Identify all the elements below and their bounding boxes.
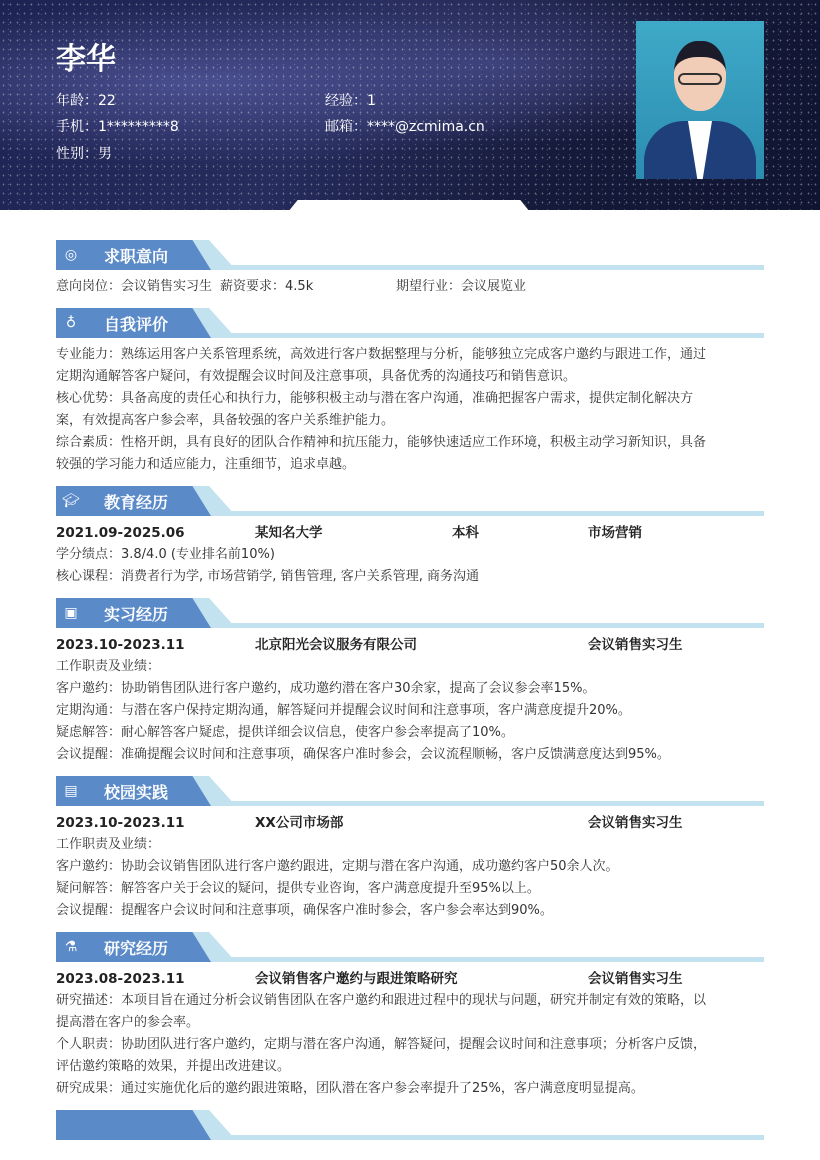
text-line: 核心课程：消费者行为学, 市场营销学, 销售管理, 客户关系管理, 商务沟通: [56, 569, 480, 584]
email: 邮箱：****@zcmima.cn: [325, 119, 485, 135]
text-line: 定期沟通解答客户疑问，有效提醒会议时间及注意事项，具备优秀的沟通技巧和销售意识。: [56, 369, 577, 384]
desired-position: 意向岗位：会议销售实习生: [56, 279, 213, 294]
text-line: 研究描述：本项目旨在通过分析会议销售团队在客户邀约和跟进过程中的现状与问题，研究并制定有效的策略，以: [56, 993, 707, 1008]
date: 2023.08-2023.11: [56, 971, 185, 987]
internship-row: [56, 634, 764, 656]
text-line: 工作职责及业绩：: [56, 659, 161, 674]
industry: 期望行业：会议展览业: [396, 279, 527, 294]
section-header-research: ⚗︎ 研究经历: [56, 932, 764, 964]
text-line: 专业能力：熟练运用客户关系管理系统，高效进行客户数据整理与分析，能够独立完成客户邀约与跟进工作，通过: [56, 347, 707, 362]
section-header-self-evaluation: ♁ 自我评价: [56, 308, 764, 340]
text-line: 会议提醒：准确提醒会议时间和注意事项，确保客户准时参会，会议流程顺畅，客户反馈满意度达到95%。: [56, 747, 670, 762]
text-line: 案，有效提高客户参会率，具备较强的客户关系维护能力。: [56, 413, 395, 428]
gender: 性别：男: [56, 146, 112, 162]
text-line: 核心优势：具备高度的责任心和执行力，能够积极主动与潜在客户沟通，准确把握客户需求，提供定制化解决方: [56, 391, 694, 406]
text-line: 评估邀约策略的效果，并提出改进建议。: [56, 1059, 291, 1074]
text-line: 提高潜在客户的参会率。: [56, 1015, 200, 1030]
text-line: 定期沟通：与潜在客户保持定期沟通，解答疑问并提醒会议时间和注意事项，客户满意度提升20%。: [56, 703, 631, 718]
project: 会议销售客户邀约与跟进策略研究: [255, 971, 458, 987]
intention-content: [56, 276, 764, 298]
building-icon: ▤: [64, 783, 78, 799]
school: 某知名大学: [255, 525, 323, 541]
company: 北京阳光会议服务有限公司: [255, 637, 417, 653]
section-header-next: [56, 1110, 764, 1142]
text-line: 个人职责：协助团队进行客户邀约，定期与潜在客户沟通，解答疑问，提醒会议时间和注意事项；分析客户反馈，: [56, 1037, 707, 1052]
text-line: 综合素质：性格开朗，具有良好的团队合作精神和抗压能力，能够快速适应工作环境，积极主动学习新知识，具备: [56, 435, 707, 450]
research-row: [56, 968, 764, 990]
degree: 本科: [452, 525, 479, 541]
text-line: 较强的学习能力和适应能力，注重细节，追求卓越。: [56, 457, 356, 472]
text-line: 客户邀约：协助销售团队进行客户邀约，成功邀约潜在客户30余家，提高了会议参会率15%。: [56, 681, 596, 696]
role: 会议销售实习生: [588, 815, 683, 831]
section-header-internship: ▣ 实习经历: [56, 598, 764, 630]
text-line: 会议提醒：提醒客户会议时间和注意事项，确保客户准时参会，客户参会率达到90%。: [56, 903, 553, 918]
briefcase-icon: ▣: [64, 605, 78, 621]
flask-icon: ⚗︎: [64, 939, 78, 955]
education-row: [56, 522, 764, 544]
text-line: 疑虑解答：耐心解答客户疑虑，提供详细会议信息，使客户参会率提高了10%。: [56, 725, 514, 740]
profile-photo: [636, 21, 764, 179]
section-header-campus: ▤ 校园实践: [56, 776, 764, 808]
header-banner: [0, 0, 820, 210]
text-line: 研究成果：通过实施优化后的邀约跟进策略，团队潜在客户参会率提升了25%，客户满意度明显提高。: [56, 1081, 644, 1096]
text-line: 客户邀约：协助会议销售团队进行客户邀约跟进，定期与潜在客户沟通，成功邀约客户50余人次。: [56, 859, 619, 874]
header-tab: [288, 200, 530, 210]
self-evaluation-text: [56, 344, 764, 476]
section-header-intention: ◎ 求职意向: [56, 240, 764, 272]
role: 会议销售实习生: [588, 637, 683, 653]
date: 2023.10-2023.11: [56, 637, 185, 653]
bulb-icon: ♁: [65, 315, 77, 331]
text-line: 学分绩点：3.8/4.0 (专业排名前10%): [56, 547, 275, 562]
section-header-education: 🎓︎ 教育经历: [56, 486, 764, 518]
experience: 经验：1: [325, 93, 376, 109]
company: XX公司市场部: [255, 815, 344, 831]
date: 2021.09-2025.06: [56, 525, 185, 541]
graduation-cap-icon: 🎓︎: [62, 493, 80, 509]
campus-row: [56, 812, 764, 834]
date: 2023.10-2023.11: [56, 815, 185, 831]
text-line: 工作职责及业绩：: [56, 837, 161, 852]
age: 年龄：22: [56, 93, 116, 109]
candidate-name: 李华: [56, 42, 116, 77]
salary: 薪资要求：4.5k: [220, 279, 314, 294]
phone: 手机：1*********8: [56, 119, 179, 135]
target-icon: ◎: [64, 247, 78, 263]
text-line: 疑问解答：解答客户关于会议的疑问，提供专业咨询，客户满意度提升至95%以上。: [56, 881, 540, 896]
major: 市场营销: [588, 525, 642, 541]
role: 会议销售实习生: [588, 971, 683, 987]
